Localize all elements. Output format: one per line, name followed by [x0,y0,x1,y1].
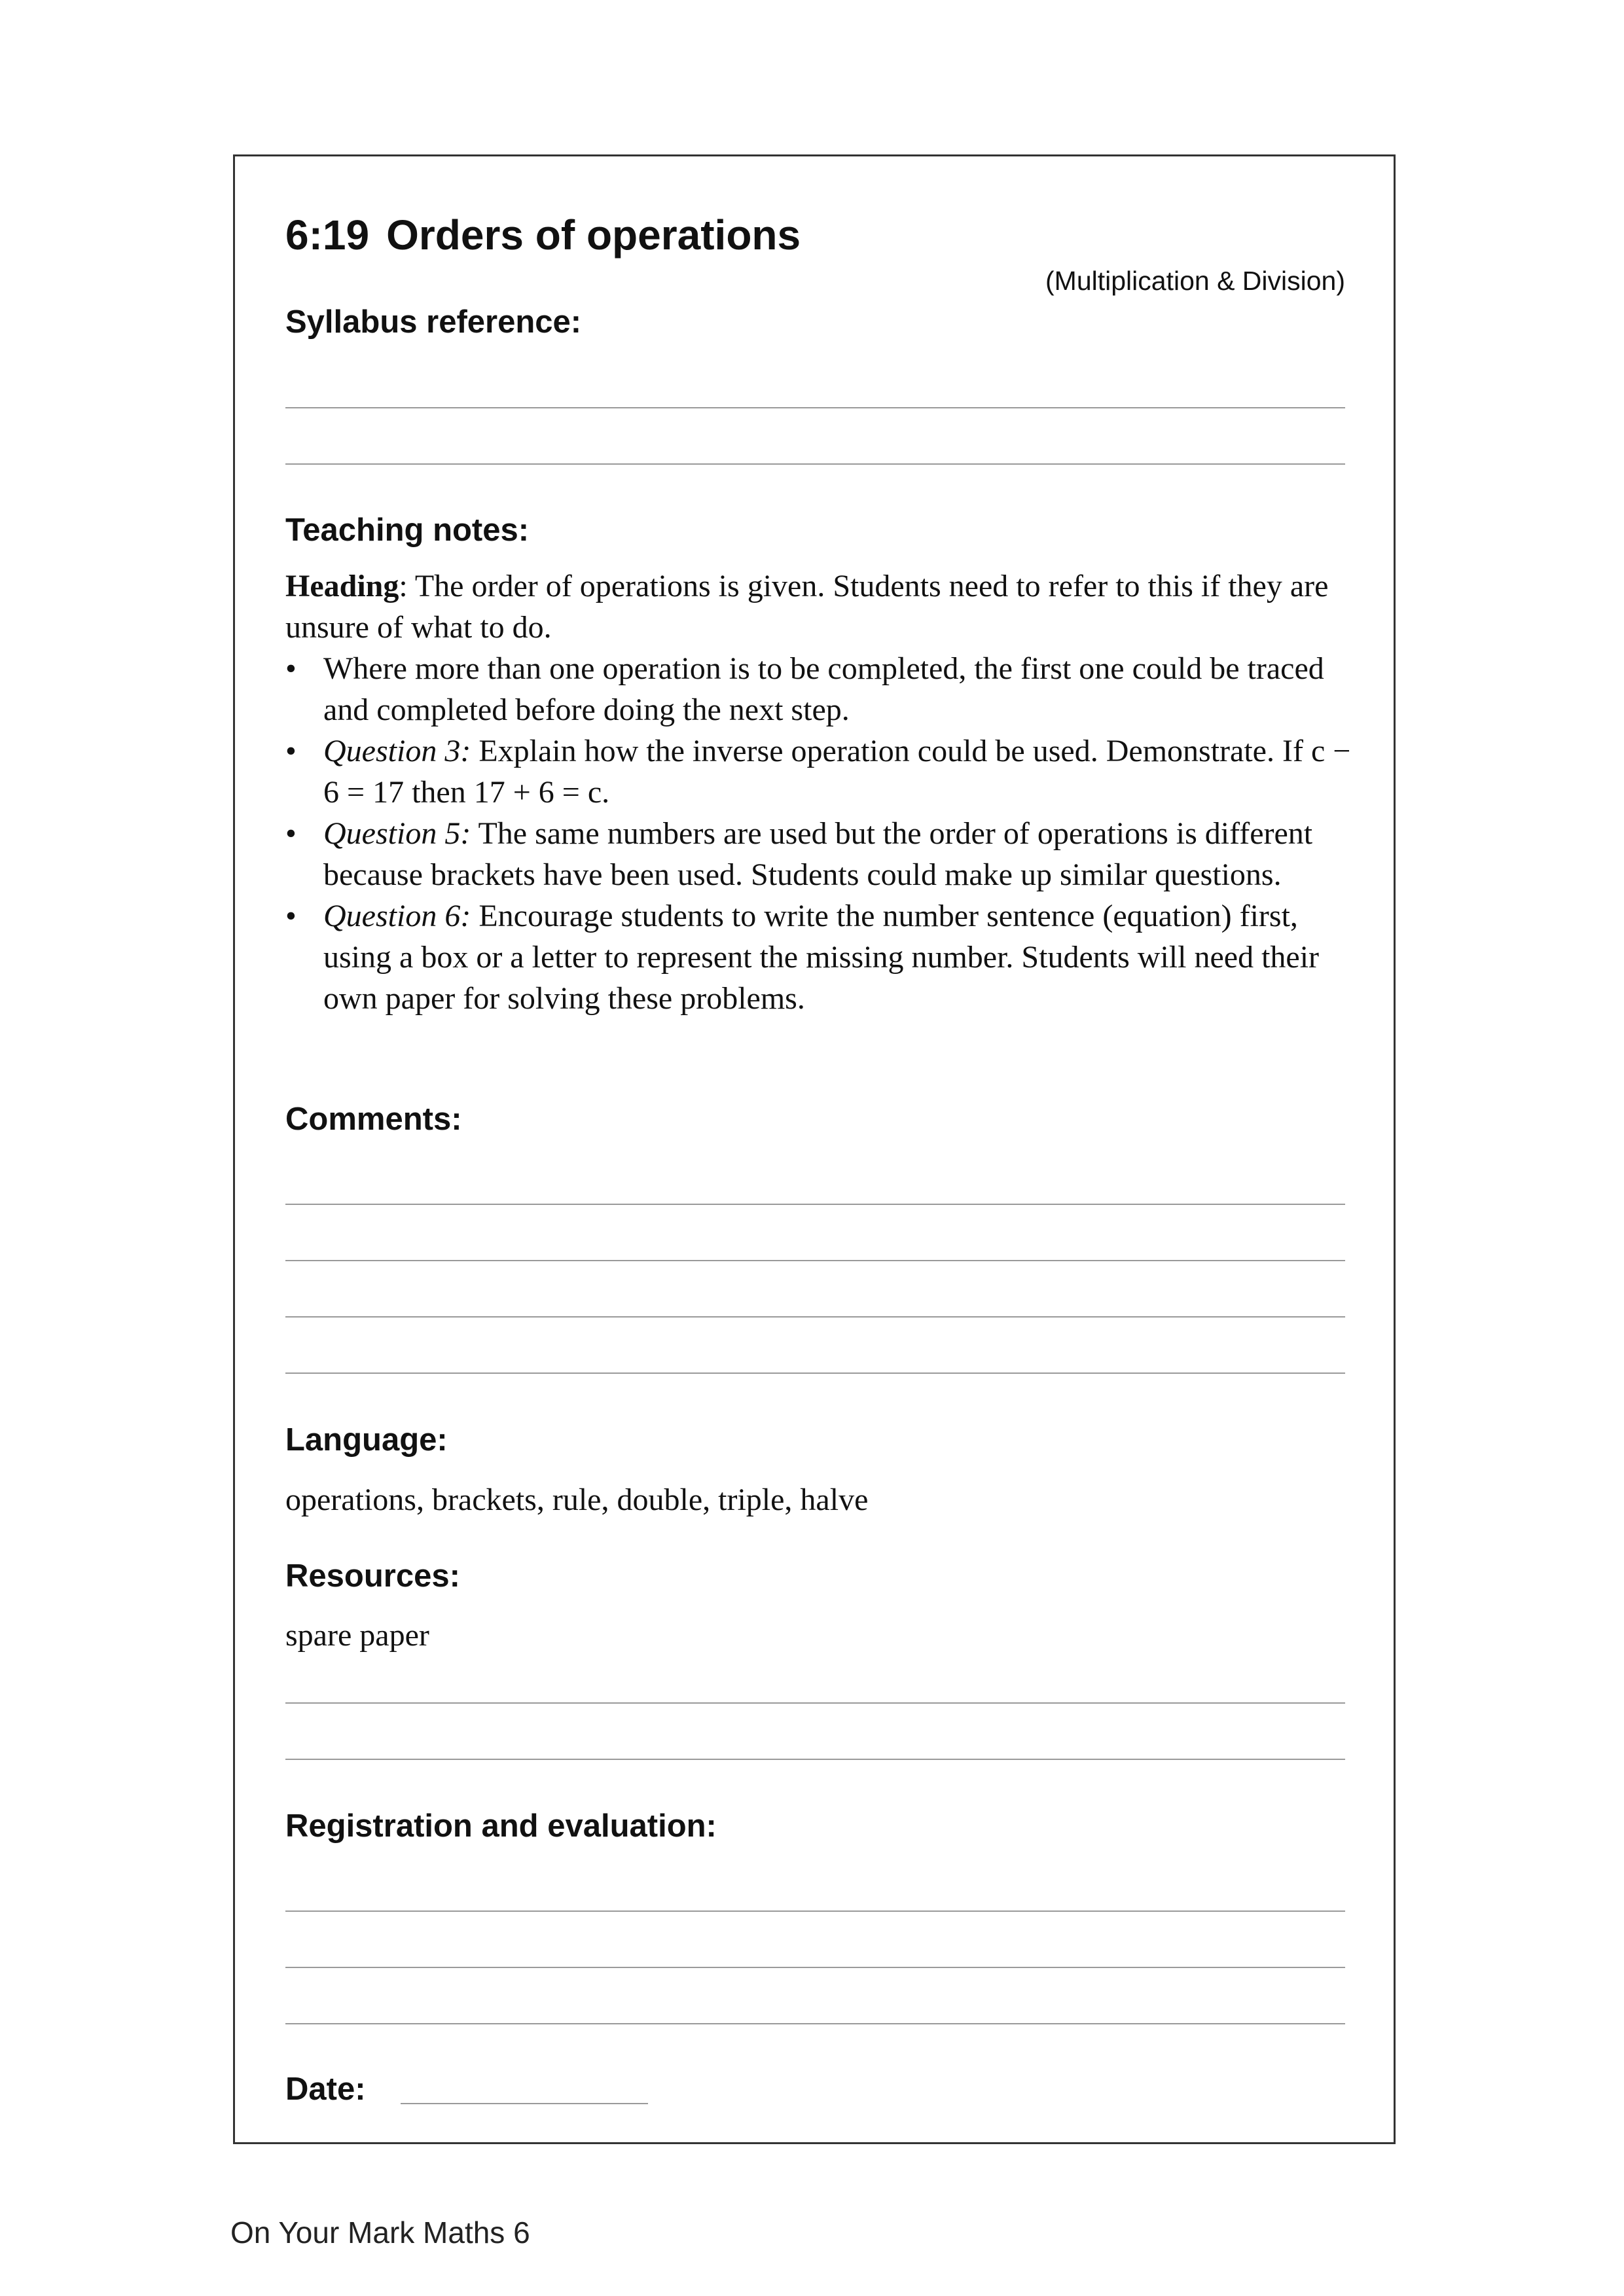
comments-line-3 [285,1316,1345,1318]
syllabus-line-1 [285,407,1345,408]
title-number: 6:19 [285,211,370,259]
title-text: Orders of operations [386,211,801,259]
registration-line-1 [285,1910,1345,1912]
teaching-notes-intro [285,565,1359,648]
syllabus-heading: Syllabus reference: [285,304,582,340]
list-item [285,895,1359,1019]
comments-line-2 [285,1260,1345,1261]
comments-heading: Comments: [285,1102,462,1137]
page-title [285,211,801,259]
syllabus-line-2 [285,463,1345,465]
comments-line-4 [285,1372,1345,1374]
date-label: Date: [285,2072,366,2107]
bullet: • [285,816,297,851]
registration-line-2 [285,1967,1345,1968]
resources-line-1 [285,1702,1345,1704]
comments-line-1 [285,1204,1345,1205]
bullet-lead: Question 5: [323,816,471,851]
resources-text: spare paper [285,1618,429,1653]
list-item [285,813,1359,895]
bullet: • [285,734,297,768]
date-line [401,2103,648,2104]
page-footer: On Your Mark Maths 6 [230,2215,530,2250]
intro-bold: Heading [285,569,399,603]
resources-heading: Resources: [285,1558,460,1594]
teaching-notes-list [285,648,1359,1019]
language-heading: Language: [285,1422,448,1458]
page-subtitle: (Multiplication & Division) [1045,266,1345,296]
bullet-lead: Question 6: [323,899,471,933]
bullet-text: The same numbers are used but the order of operations is different because brackets have been used. Students could make up similar questions. [323,816,1313,892]
list-item [285,730,1359,813]
bullet-text: Explain how the inverse operation could be used. Demonstrate. If c − 6 = 17 then 17 + 6 = c. [323,734,1351,810]
registration-line-3 [285,2023,1345,2024]
intro-text: : The order of operations is given. Students need to refer to this if they are unsure of what to do. [285,569,1329,645]
list-item [285,648,1359,730]
bullet-lead: Question 3: [323,734,471,768]
worksheet-frame [233,154,1396,2144]
bullet: • [285,899,297,933]
teaching-notes-heading: Teaching notes: [285,512,530,548]
language-text: operations, brackets, rule, double, triple, halve [285,1482,869,1517]
bullet-text: Encourage students to write the number sentence (equation) first, using a box or a letter to represent the missing number. Students will need their own paper for solving these problems. [323,899,1320,1016]
registration-heading: Registration and evaluation: [285,1808,717,1844]
bullet-text: Where more than one operation is to be completed, the first one could be traced and completed before doing the next step. [323,651,1324,727]
bullet: • [285,651,297,686]
resources-line-2 [285,1759,1345,1760]
